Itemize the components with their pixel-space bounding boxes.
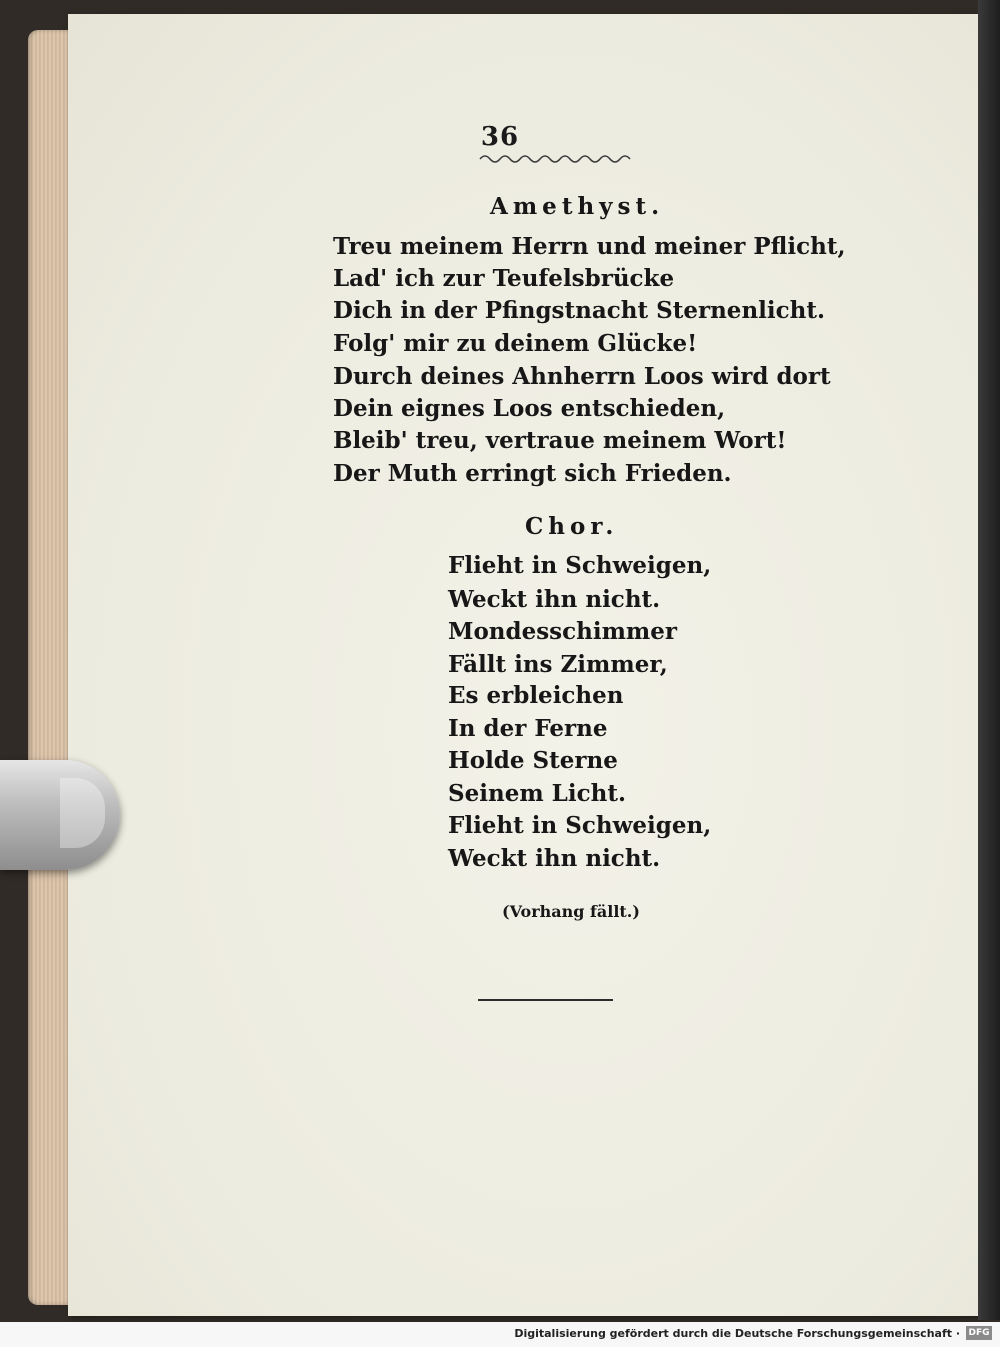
verse-line: Bleib' treu, vertraue meinem Wort!	[333, 427, 787, 454]
verse-line: Lad' ich zur Teufelsbrücke	[333, 265, 675, 292]
verse-line: Dich in der Pfingstnacht Sternenlicht.	[333, 297, 825, 324]
dfg-logo: DFG	[966, 1326, 992, 1340]
chorus-line: Flieht in Schweigen,	[448, 552, 712, 579]
verse-line: Folg' mir zu deinem Glücke!	[333, 330, 698, 357]
ornament-squiggle	[478, 152, 638, 166]
speaker-heading-chor: Chor.	[525, 513, 619, 540]
verse-line: Treu meinem Herrn und meiner Pflicht,	[333, 233, 846, 260]
funding-credit: Digitalisierung gefördert durch die Deutsche Forschungsgemeinschaft ·	[514, 1327, 960, 1340]
chorus-line: Es erbleichen	[448, 682, 624, 709]
chorus-line: Fällt ins Zimmer,	[448, 651, 668, 678]
chorus-line: Mondesschimmer	[448, 618, 678, 645]
closing-rule	[478, 999, 613, 1001]
chorus-line: In der Ferne	[448, 715, 608, 742]
chorus-line: Seinem Licht.	[448, 780, 626, 807]
page-number: 36	[480, 122, 520, 152]
verse-line: Durch deines Ahnherrn Loos wird dort	[333, 363, 831, 390]
chorus-line: Holde Sterne	[448, 747, 618, 774]
verse-line: Der Muth erringt sich Frieden.	[333, 460, 732, 487]
chorus-line: Flieht in Schweigen,	[448, 812, 712, 839]
chorus-line: Weckt ihn nicht.	[448, 586, 661, 613]
chorus-line: Weckt ihn nicht.	[448, 845, 661, 872]
speaker-heading-amethyst: Amethyst.	[490, 193, 665, 220]
verse-line: Dein eignes Loos entschieden,	[333, 395, 726, 422]
stage-direction: (Vorhang fällt.)	[502, 902, 640, 921]
